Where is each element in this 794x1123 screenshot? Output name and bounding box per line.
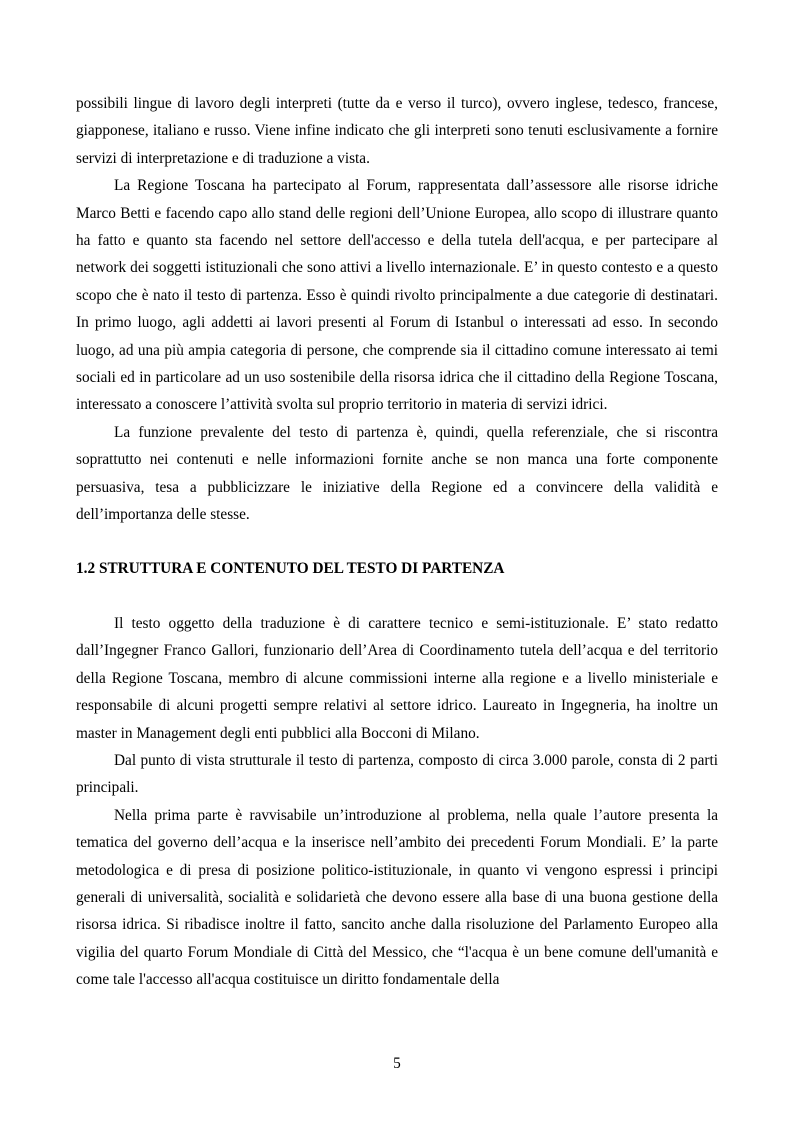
body-text [76, 90, 718, 994]
paragraph-regione-toscana: La Regione Toscana ha partecipato al Forum, rappresentata dall’assessore alle risorse idriche Marco Betti e facendo capo allo stand delle regioni dell’Unione Europea, allo scopo di illustrare quanto ha fatto e quanto sta facendo nel settore dell'accesso e della tutela dell'acqua, e per partecipare al network dei soggetti istituzionali che sono attivi a livello internazionale. E’ in questo contesto e a questo scopo che è nato il testo di partenza. Esso è quindi rivolto principalmente a due categorie di destinatari. In primo luogo, agli addetti ai lavori presenti al Forum di Istanbul o interessati ad esso. In secondo luogo, ad una più ampia categoria di persone, che comprende sia il cittadino comune interessato ai temi sociali ed in particolare ad un uso sostenibile della risorsa idrica che il cittadino della Regione Toscana, interessato a conoscere l’attività svolta sul proprio territorio in materia di servizi idrici. [76, 177, 718, 414]
paragraph-prima-parte: Nella prima parte è ravvisabile un’introduzione al problema, nella quale l’autore presenta la tematica del governo dell’acqua e la inserisce nell’ambito dei precedenti Forum Mondiali. E’ la parte metodologica e di presa di posizione politico-istituzionale, in quanto vi vengono espressi i principi generali di universalità, socialità e solidarietà che devono essere alla base di una buona gestione della risorsa idrica. Si ribadisce inoltre il fatto, sancito anche dalla risoluzione del Parlamento Europeo alla vigilia del quarto Forum Mondiale di Città del Messico, che “l'acqua è un bene comune dell'umanità e come tale l'accesso all'acqua costituisce un diritto fondamentale della [76, 806, 718, 989]
page-number: 5 [393, 1055, 401, 1072]
paragraph-struttura: Dal punto di vista strutturale il testo di partenza, composto di circa 3.000 parole, consta di 2 parti principali. [76, 751, 718, 797]
paragraph-funzione-prevalente: La funzione prevalente del testo di partenza è, quindi, quella referenziale, che si riscontra soprattutto nei contenuti e nelle informazioni fornite anche se non manca una forte componente persuasiva, tesa a pubblicizzare le iniziative della Regione ed a convincere della validità e dell’importanza delle stesse. [76, 423, 718, 524]
paragraph-continuation: possibili lingue di lavoro degli interpreti (tutte da e verso il turco), ovvero inglese, tedesco, francese, giapponese, italiano e russo. Viene infine indicato che gli interpreti sono tenuti esclusivamente a fornire servizi di interpretazione e di traduzione a vista. [76, 95, 718, 167]
section-heading: 1.2 STRUTTURA E CONTENUTO DEL TESTO DI PARTENZA [76, 559, 505, 577]
paragraph-testo-oggetto: Il testo oggetto della traduzione è di carattere tecnico e semi-istituzionale. E’ stato redatto dall’Ingegner Franco Gallori, funzionario dell’Area di Coordinamento tutela dell’acqua e del territorio della Regione Toscana, membro di alcune commissioni interne alla regione e a livello ministeriale e responsabile di alcuni progetti sempre relativi al settore idrico. Laureato in Ingegneria, ha inoltre un master in Management degli enti pubblici alla Bocconi di Milano. [76, 614, 718, 742]
